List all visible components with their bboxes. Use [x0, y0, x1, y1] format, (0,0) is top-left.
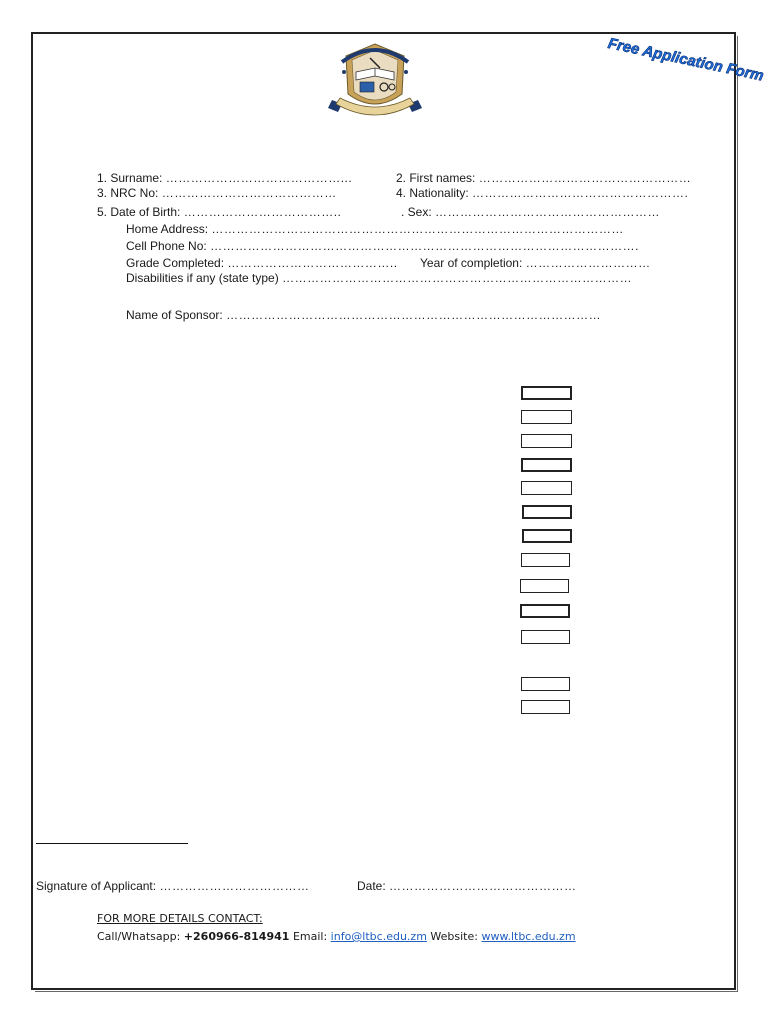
checkbox-9[interactable]: [520, 579, 569, 593]
year-of-completion-field[interactable]: Year of completion: …………………………: [420, 256, 651, 270]
signature-line: [36, 843, 188, 844]
first-names-field[interactable]: 2. First names: ……………………………………………: [396, 171, 692, 185]
free-application-form-banner: [600, 30, 766, 90]
checkbox-4[interactable]: [521, 458, 572, 472]
date-field[interactable]: Date: ………………………………………: [357, 879, 577, 893]
sex-field[interactable]: . Sex: ………………………………………………: [401, 205, 661, 219]
cell-phone-field[interactable]: Cell Phone No: ………………………………………………………………………………………….: [126, 239, 639, 253]
checkbox-1[interactable]: [521, 386, 572, 400]
college-crest-icon: [326, 42, 424, 124]
date-of-birth-field[interactable]: 5. Date of Birth: ………………………………..: [97, 205, 342, 219]
checkbox-2[interactable]: [521, 410, 572, 424]
grade-completed-field[interactable]: Grade Completed: …………………………………..: [126, 256, 398, 270]
checkbox-7[interactable]: [522, 529, 572, 543]
phone-number: +260966-814941: [183, 930, 290, 943]
checkbox-10[interactable]: [520, 604, 570, 618]
disabilities-field[interactable]: Disabilities if any (state type) …………………………………………………………………………: [126, 271, 633, 285]
checkbox-8[interactable]: [521, 553, 570, 567]
sponsor-field[interactable]: Name of Sponsor: ………………………………………………………………………………: [126, 308, 602, 322]
banner-text: Free Application Form: [606, 35, 766, 85]
checkbox-12[interactable]: [521, 677, 570, 691]
checkbox-5[interactable]: [521, 481, 572, 495]
checkbox-13[interactable]: [521, 700, 570, 714]
contact-line: Call/Whatsapp: +260966-814941 Email: info@ltbc.edu.zm Website: www.ltbc.edu.zm: [97, 930, 576, 943]
contact-heading: FOR MORE DETAILS CONTACT:: [97, 912, 263, 925]
email-link[interactable]: info@ltbc.edu.zm: [330, 930, 427, 943]
signature-field[interactable]: Signature of Applicant: ………………………………: [36, 879, 310, 893]
checkbox-3[interactable]: [521, 434, 572, 448]
checkbox-6[interactable]: [522, 505, 572, 519]
website-link[interactable]: www.ltbc.edu.zm: [481, 930, 576, 943]
checkbox-11[interactable]: [521, 630, 570, 644]
nrc-field[interactable]: 3. NRC No: ……………………………………: [97, 186, 337, 200]
surname-field[interactable]: 1. Surname: ……………………………………...: [97, 171, 353, 185]
home-address-field[interactable]: Home Address: ………………………………………………………………………………………: [126, 222, 624, 236]
nationality-field[interactable]: 4. Nationality: …………………………………………….: [396, 186, 689, 200]
